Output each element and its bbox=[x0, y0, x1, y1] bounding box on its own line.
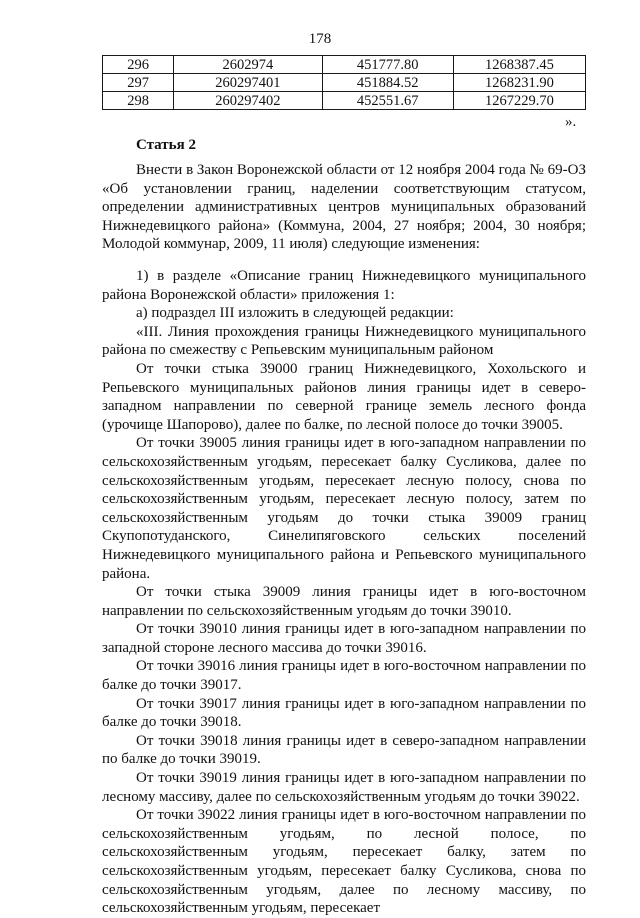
coordinates-table bbox=[102, 55, 586, 110]
closing-quote-mark: ». bbox=[565, 114, 577, 130]
boundary-paragraph: От точки стыка 39000 границ Нижнедевицкого, Хохольского и Репьевского муниципальных районов линия границы идет в северо-западном направлении по северной границе земель лесного фонда (урочище Шапорово), далее по балке, по лесной полосе до точки 39005. bbox=[102, 360, 586, 433]
section-heading-paragraph: «III. Линия прохождения границы Нижнедевицкого муниципального района по смежеству с Репьевским муниципальным районом bbox=[102, 323, 586, 359]
article-intro bbox=[102, 161, 586, 254]
table-row bbox=[103, 92, 586, 110]
boundary-paragraph: От точки 39010 линия границы идет в юго-западном направлении по западной стороне лесного массива до точки 39016. bbox=[102, 621, 586, 656]
point-id-cell: 2602974 bbox=[174, 56, 322, 74]
table-row bbox=[103, 56, 586, 74]
boundary-paragraph: От точки 39017 линия границы идет в юго-западном направлении по балке до точки 39018. bbox=[102, 695, 586, 731]
intro-paragraph: Внести в Закон Воронежской области от 12 ноября 2004 года № 69-ОЗ «Об установлении границ, наделении соответствующим статусом, определении административных центров муниципальных образований Нижнедевицкого района» (Коммуна, 2004, 27 ноября; 2004, 30 ноября; Молодой коммунар, 2009, 11 июля) следующие изменения: bbox=[102, 162, 586, 253]
table-row bbox=[103, 74, 586, 92]
point-number-cell: 298 bbox=[103, 92, 174, 110]
boundary-paragraph: От точки 39022 линия границы идет в юго-восточном направлении по сельскохозяйственным угодьям, по лесной полосе, по сельскохозяйственным угодьям, пересекает балку, затем по сельскохозяйственным угодьям, пересекает балку Сусликова, снова по сельскохозяйственным угодьям, далее по лесному массиву, по сельскохозяйственным угодьям, пересекает bbox=[102, 807, 586, 917]
amendment-paragraph: 1) в разделе «Описание границ Нижнедевицкого муниципального района Воронежской области» приложения 1: bbox=[102, 268, 586, 303]
point-number-cell: 296 bbox=[103, 56, 174, 74]
boundary-paragraph: От точки стыка 39009 линия границы идет в юго-восточном направлении по сельскохозяйственным угодьям до точки 39010. bbox=[102, 584, 586, 619]
boundary-paragraph: От точки 39019 линия границы идет в юго-западном направлении по лесному массиву, далее по сельскохозяйственным угодьям до точки 39022. bbox=[102, 770, 586, 805]
y-coordinate-cell: 1268231.90 bbox=[453, 74, 585, 92]
x-coordinate-cell: 451884.52 bbox=[322, 74, 453, 92]
y-coordinate-cell: 1267229.70 bbox=[453, 92, 585, 110]
x-coordinate-cell: 452551.67 bbox=[322, 92, 453, 110]
point-id-cell: 260297401 bbox=[174, 74, 322, 92]
boundary-paragraph: От точки 39005 линия границы идет в юго-западном направлении по сельскохозяйственным угодьям, пересекает балку Сусликова, далее по сельскохозяйственным угодьям, пересекает лесную полосу, снова по сельскохозяйственным угодьям, пересекает лесную полосу, затем по сельскохозяйственным угодьям до точки стыка 39009 границ Скупопотуданского, Синелипяговского сельских поселений Нижнедевицкого муниципального района и Репьевского муниципального района. bbox=[102, 435, 586, 582]
article-body bbox=[102, 267, 586, 918]
point-id-cell: 260297402 bbox=[174, 92, 322, 110]
boundary-paragraph: От точки 39018 линия границы идет в северо-западном направлении по балке до точки 39019. bbox=[102, 732, 586, 768]
page-number: 178 bbox=[308, 31, 332, 47]
boundary-paragraph: От точки 39016 линия границы идет в юго-восточном направлении по балке до точки 39017. bbox=[102, 658, 586, 694]
amendment-subitem: а) подраздел III изложить в следующей редакции: bbox=[136, 305, 454, 322]
point-number-cell: 297 bbox=[103, 74, 174, 92]
article-title: Статья 2 bbox=[136, 137, 196, 153]
y-coordinate-cell: 1268387.45 bbox=[453, 56, 585, 74]
x-coordinate-cell: 451777.80 bbox=[322, 56, 453, 74]
